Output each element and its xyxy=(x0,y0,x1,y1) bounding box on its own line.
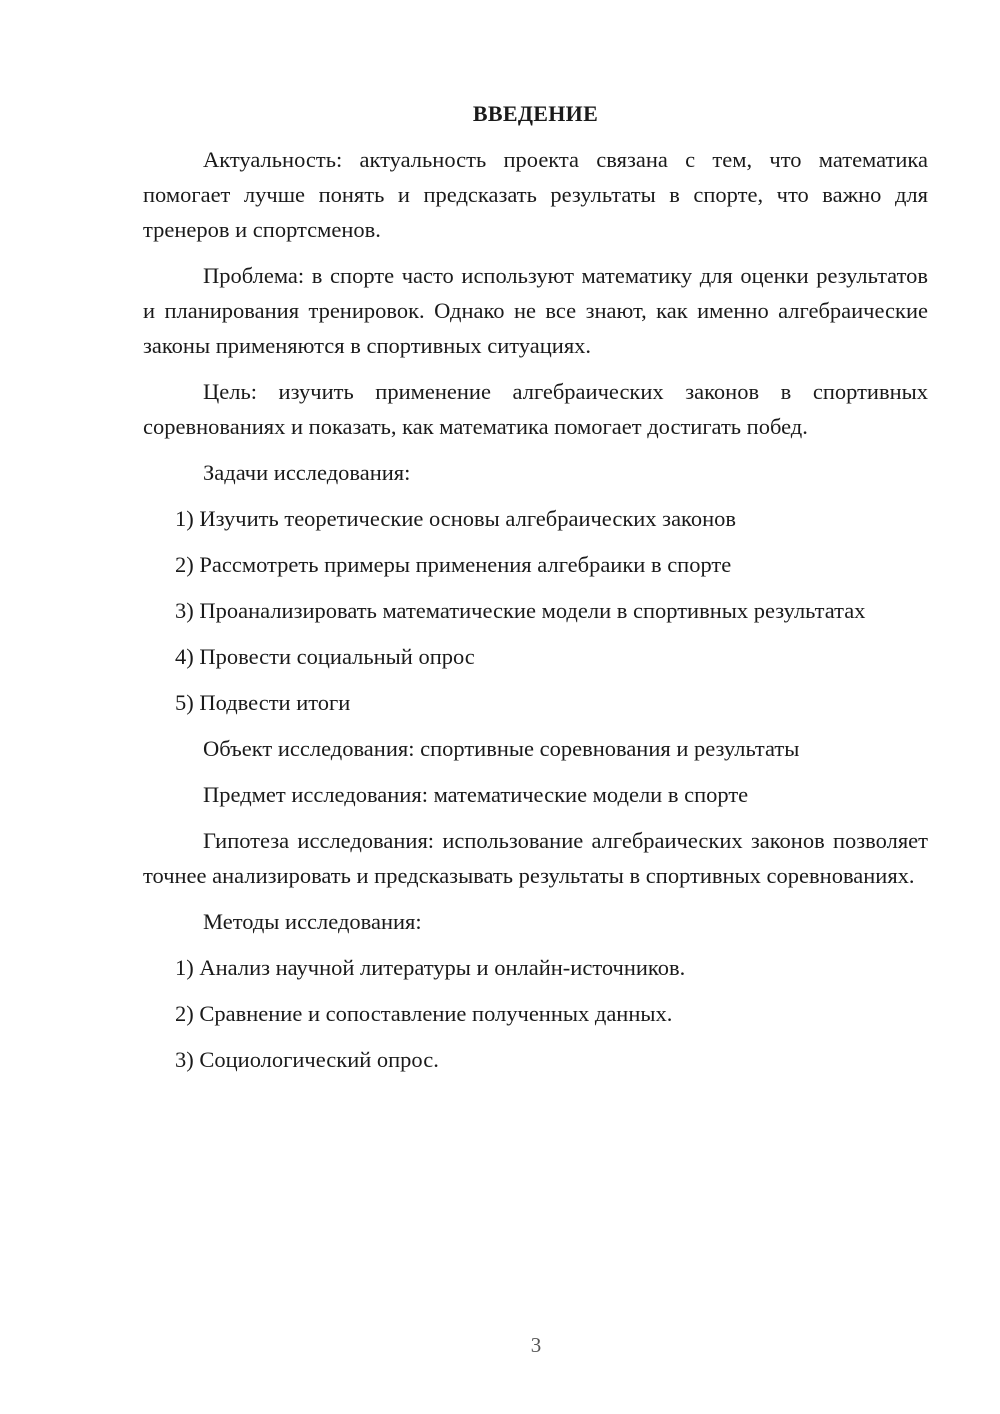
list-item: 4) Провести социальный опрос xyxy=(175,644,475,669)
list-item: 3) Проанализировать математические модели в спортивных результатах xyxy=(175,598,866,623)
paragraph-object: Объект исследования: спортивные соревнования и результаты xyxy=(203,736,800,761)
list-item: 3) Социологический опрос. xyxy=(175,1047,439,1072)
paragraph-subject: Предмет исследования: математические модели в спорте xyxy=(203,782,749,807)
list-item: 2) Рассмотреть примеры применения алгебраики в спорте xyxy=(175,552,732,577)
list-item: 1) Анализ научной литературы и онлайн-источников. xyxy=(175,955,686,980)
paragraph-goal: Цель: изучить применение алгебраических законов в спортивных соревнованиях и показать, как математика помогает достигать побед. xyxy=(143,379,928,439)
paragraph-relevance: Актуальность: актуальность проекта связана с тем, что математика помогает лучше понять и предсказать результаты в спорте, что важно для тренеров и спортсменов. xyxy=(143,147,928,242)
list-item: 5) Подвести итоги xyxy=(175,690,351,715)
list-item: 2) Сравнение и сопоставление полученных данных. xyxy=(175,1001,673,1026)
tasks-heading: Задачи исследования: xyxy=(203,460,411,485)
methods-heading: Методы исследования: xyxy=(203,909,422,934)
paragraph-problem: Проблема: в спорте часто используют математику для оценки результатов и планирования тренировок. Однако не все знают, как именно алгебраические законы применяются в спортивных ситуациях. xyxy=(143,263,928,358)
tasks-list xyxy=(143,501,928,720)
page-title: ВВЕДЕНИЕ xyxy=(472,101,599,126)
document-body xyxy=(143,96,928,1088)
page-number: 3 xyxy=(530,1333,542,1357)
list-item: 1) Изучить теоретические основы алгебраических законов xyxy=(175,506,737,531)
paragraph-hypothesis: Гипотеза исследования: использование алгебраических законов позволяет точнее анализировать и предсказывать результаты в спортивных соревнованиях. xyxy=(143,828,928,888)
methods-list xyxy=(143,950,928,1077)
